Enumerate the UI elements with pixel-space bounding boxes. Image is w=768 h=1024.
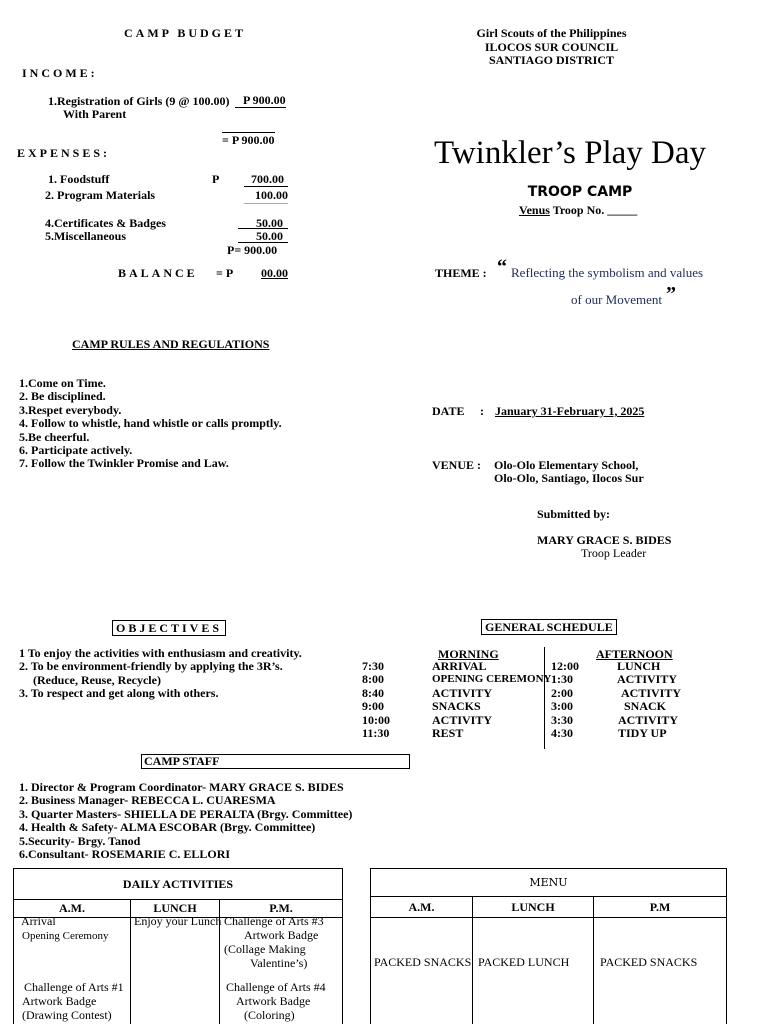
menu-title: MENU (371, 869, 727, 897)
objective-item: 3. To respect and get along with others. (19, 686, 219, 701)
schedule-activity: LUNCH (617, 659, 661, 673)
schedule-activity: OPENING CEREMONY (432, 673, 552, 686)
rule-item: 2. Be disciplined. (19, 389, 106, 404)
date-label: DATE (432, 404, 465, 418)
balance-value: 00.00 (261, 266, 288, 280)
schedule-time: 11:30 (362, 725, 390, 740)
schedule-activity: ACTIVITY (621, 685, 682, 700)
date-colon: : (480, 404, 484, 418)
daily-header-am: A.M. (14, 900, 131, 918)
sum-line (244, 203, 288, 204)
income-note: With Parent (63, 107, 127, 121)
balance-eq: = P (216, 266, 234, 280)
menu-am: PACKED SNACKS (374, 955, 472, 969)
daily-lunch-cell (131, 914, 222, 1024)
expense-currency: P (212, 172, 220, 186)
daily-pm-arts-3-badge: Artwork Badge (244, 928, 319, 942)
close-quote: ” (666, 283, 676, 305)
schedule-activity: ACTIVITY (432, 712, 493, 727)
staff-list (19, 781, 352, 861)
daily-pm-arts-3: Challenge of Arts #3 (224, 914, 324, 928)
objective-item: (Reduce, Reuse, Recycle) (33, 672, 161, 687)
schedule-activity: REST (432, 725, 464, 740)
rule-item: 1.Come on Time. (19, 376, 106, 390)
expense-value: 50.00 (256, 229, 283, 243)
schedule-time: 8:00 (362, 672, 384, 687)
menu-header-lunch: LUNCH (473, 897, 594, 918)
daily-am-arts-1-note: (Drawing Contest) (22, 1008, 112, 1022)
schedule-time: 10:00 (362, 712, 390, 727)
objectives-list (19, 647, 302, 701)
menu-pm-cell (594, 918, 727, 1024)
daily-am-arts-1: Challenge of Arts #1 (24, 980, 124, 994)
daily-activities-table (13, 868, 343, 1024)
menu-header-pm: P.M (594, 897, 727, 918)
schedule-activity: ARRIVAL (432, 659, 487, 673)
rules-title: CAMP RULES AND REGULATIONS (72, 337, 270, 351)
schedule-time: 2:00 (551, 685, 573, 700)
staff-item: 4. Health & Safety- ALMA ESCOBAR (Brgy. Committee) (19, 820, 316, 835)
menu-header-am: A.M. (371, 897, 473, 918)
daily-header-pm: P.M. (220, 900, 343, 918)
staff-item: 3. Quarter Masters- SHIELLA DE PERALTA (Brgy. Committee) (19, 806, 353, 821)
daily-pm-arts-4: Challenge of Arts #4 (226, 980, 326, 994)
menu-lunch: PACKED LUNCH (478, 955, 570, 969)
objective-item: 1 To enjoy the activities with enthusiasm and creativity. (19, 646, 302, 660)
morning-times (362, 660, 390, 740)
schedule-activity: SNACK (624, 699, 667, 714)
daily-am-cell (14, 914, 131, 1024)
objective-item: 2. To be environment-friendly by applying the 3R’s. (19, 659, 283, 674)
rule-item: 5.Be cheerful. (19, 429, 90, 444)
expense-value: 700.00 (251, 172, 284, 186)
morning-label: MORNING (438, 647, 499, 661)
daily-am-arts-1-badge: Artwork Badge (22, 994, 97, 1008)
schedule-title: GENERAL SCHEDULE (481, 619, 617, 635)
menu-table (370, 868, 727, 1024)
daily-pm-arts-4-note: (Coloring) (244, 1008, 295, 1022)
schedule-time: 8:40 (362, 685, 384, 700)
org-council: ILOCOS SUR COUNCIL (484, 40, 619, 54)
rules-list (19, 377, 282, 471)
expenses-total: P= 900.00 (227, 243, 278, 257)
schedule-activity: ACTIVITY (618, 712, 679, 727)
schedule-activity: SNACKS (432, 699, 481, 714)
staff-item: 5.Security- Brgy. Tanod (19, 833, 141, 848)
rule-item: 3.Respet everybody. (19, 402, 122, 417)
expenses-label: EXPENSES: (17, 146, 111, 160)
budget-title: CAMP BUDGET (124, 26, 247, 40)
page-title: Twinkler’s Play Day (434, 135, 707, 171)
troop-name: Venus (519, 203, 550, 217)
menu-pm: PACKED SNACKS (600, 955, 698, 969)
daily-activities-title: DAILY ACTIVITIES (14, 869, 343, 900)
open-quote: “ (497, 256, 507, 278)
theme-label: THEME : (435, 266, 487, 280)
afternoon-label: AFTERNOON (596, 647, 673, 661)
staff-item: 6.Consultant- ROSEMARIE C. ELLORI (19, 846, 231, 861)
schedule-time: 7:30 (362, 659, 384, 673)
income-label: INCOME: (22, 66, 98, 80)
staff-item: 1. Director & Program Coordinator- MARY GRACE S. BIDES (19, 780, 344, 794)
theme-line-1: Reflecting the symbolism and values (511, 265, 704, 280)
submitted-label: Submitted by: (537, 507, 611, 521)
daily-pm-arts-3-note-2: Valentine’s) (250, 956, 308, 970)
schedule-activity: ACTIVITY (432, 685, 493, 700)
schedule-activity: TIDY UP (618, 725, 667, 740)
schedule-time: 3:00 (551, 699, 573, 714)
date-value: January 31-February 1, 2025 (495, 404, 645, 418)
expense-label: 4.Certificates & Badges (45, 216, 166, 230)
expense-value: 100.00 (255, 188, 288, 202)
schedule-time: 9:00 (362, 699, 384, 714)
expense-label: 5.Miscellaneous (45, 229, 126, 243)
expense-value: 50.00 (256, 216, 283, 230)
afternoon-times (551, 660, 579, 740)
income-total: = P 900.00 (222, 133, 275, 147)
balance-label: BALANCE (118, 266, 198, 280)
troop-number: Troop No. _____ (549, 203, 638, 217)
daily-header-lunch: LUNCH (131, 900, 220, 918)
daily-am-opening: Opening Ceremony (22, 930, 109, 942)
troop-camp-heading: TROOP CAMP (527, 184, 633, 200)
rule-item: 7. Follow the Twinkler Promise and Law. (19, 456, 229, 471)
theme-line-2: of our Movement (571, 292, 662, 307)
income-line: 1.Registration of Girls (9 @ 100.00) (48, 94, 230, 108)
daily-am-arrival: Arrival (21, 914, 56, 928)
rule-item: 6. Participate actively. (19, 442, 133, 457)
submitter-role: Troop Leader (581, 546, 647, 560)
afternoon-activities (614, 660, 681, 740)
daily-pm-cell (220, 914, 343, 1024)
schedule-time: 4:30 (551, 725, 573, 740)
daily-lunch: Enjoy your Lunch (134, 914, 222, 928)
schedule-time: 12:00 (551, 659, 579, 673)
expense-label: 1. Foodstuff (48, 172, 110, 186)
rule-item: 4. Follow to whistle, hand whistle or calls promptly. (19, 416, 282, 431)
troop-line (519, 203, 637, 218)
venue-line-2: Olo-Olo, Santiago, Ilocos Sur (494, 471, 644, 485)
expense-label: 2. Program Materials (45, 188, 156, 202)
daily-pm-arts-3-note: (Collage Making (224, 942, 306, 956)
daily-pm-arts-4-badge: Artwork Badge (236, 994, 311, 1008)
schedule-activity: ACTIVITY (617, 672, 678, 687)
org-district: SANTIAGO DISTRICT (488, 53, 615, 67)
menu-lunch-cell (473, 918, 594, 1024)
staff-title: CAMP STAFF (141, 754, 410, 769)
sum-line (244, 186, 288, 187)
venue-line-1: Olo-Olo Elementary School, (494, 458, 639, 472)
objectives-title: OBJECTIVES (112, 620, 226, 636)
income-value: P 900.00 (235, 94, 286, 108)
staff-item: 2. Business Manager- REBECCA L. CUARESMA (19, 793, 276, 808)
venue-label: VENUE : (432, 458, 482, 472)
morning-activities (432, 660, 551, 740)
submitter-name: MARY GRACE S. BIDES (537, 533, 672, 547)
schedule-time: 3:30 (551, 712, 573, 727)
schedule-time: 1:30 (551, 672, 573, 687)
org-name: Girl Scouts of the Philippines (476, 26, 627, 40)
menu-am-cell (371, 918, 473, 1024)
